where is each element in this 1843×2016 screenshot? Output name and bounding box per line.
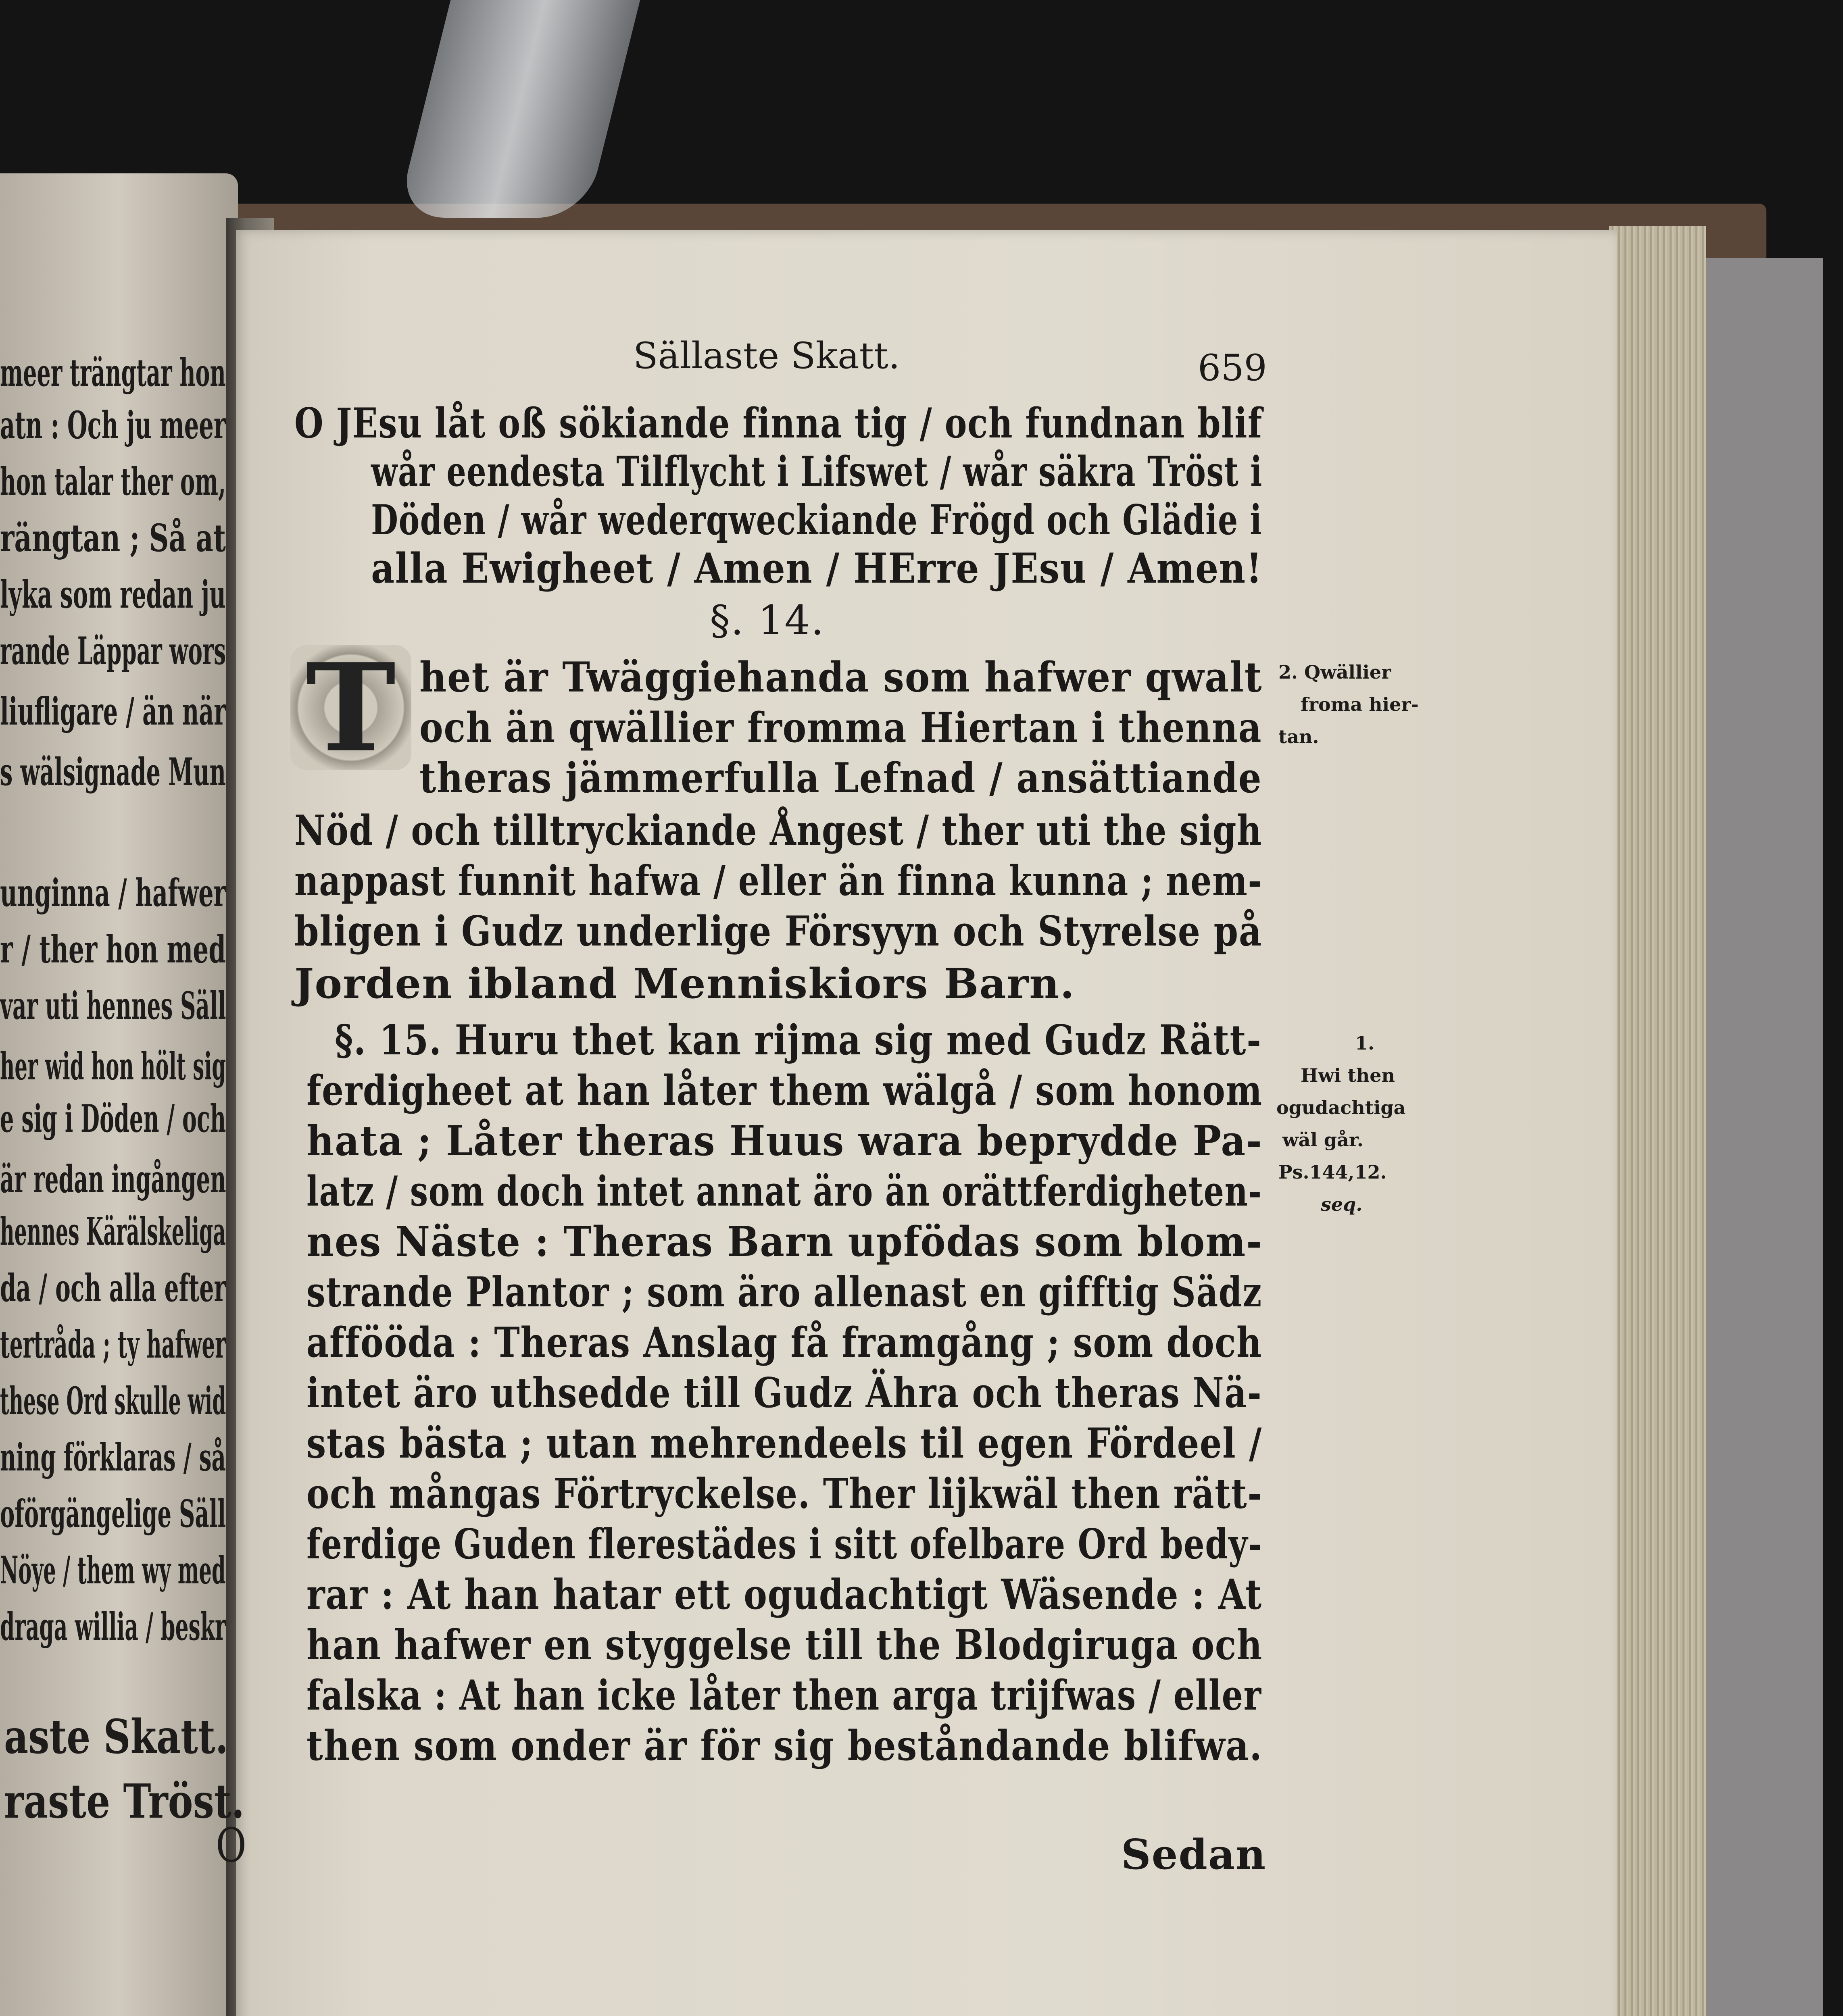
left-footer-line-2: raste Tröst. [4, 1774, 244, 1829]
body-line: rar : At han hatar ett ogudachtigt Wäsende : At [306, 1570, 1262, 1619]
body-line: then som onder är för sig beståndande blifwa. [306, 1722, 1263, 1770]
body-line: theras jämmerfulla Lefnad / ansättiande [419, 754, 1262, 802]
left-page-line: var uti hennes Säll [0, 984, 226, 1028]
body-line: alla Ewigheet / Amen / HErre JEsu / Amen! [371, 544, 1263, 593]
body-line: han hafwer en styggelse till the Blodgiruga och [306, 1621, 1263, 1669]
body-line: och än qwällier fromma Hiertan i thenna [419, 704, 1262, 752]
left-page-line: rängtan ; Så at [0, 516, 226, 560]
body-line: ferdige Guden flerestädes i sitt ofelbare Ord bedy- [306, 1520, 1263, 1568]
running-head: Sällaste Skatt. [633, 335, 900, 377]
left-page-line: unginna / hafwer [0, 871, 226, 915]
left-page-line: her wid hon hölt sig [0, 1044, 226, 1089]
body-line: hata ; Låter theras Huus wara beprydde Pa- [306, 1117, 1263, 1165]
left-page-line: e sig i Döden / och [0, 1097, 226, 1141]
left-page-line: är redan ingången [0, 1157, 226, 1202]
left-page-line: draga willia / beskr [0, 1605, 226, 1649]
body-line: §. 15. Huru thet kan rijma sig med Gudz Rätt- [335, 1016, 1262, 1064]
body-line: wår eendesta Tilflycht i Lifswet / wår säkra Tröst i [371, 448, 1263, 496]
body-line: ferdigheet at han låter them wälgå / som honom [306, 1066, 1263, 1115]
body-line: Nöd / och tilltryckiande Ångest / ther uti the sigh [294, 806, 1262, 855]
marginal-note-1-line-2: froma hier- [1301, 694, 1419, 715]
marginal-note-1-line-3: tan. [1278, 726, 1319, 748]
body-line: nes Näste : Theras Barn upfödas som blom- [306, 1218, 1263, 1266]
marginal-note-2-line-3: ogudachtiga [1276, 1097, 1406, 1118]
marginal-note-1-line-1: 2. Qwällier [1278, 661, 1391, 683]
drop-cap-initial: T [290, 645, 411, 770]
page-clip-top [396, 0, 640, 218]
body-line: strande Plantor ; som äro allenast en gifftig Sädz [306, 1268, 1262, 1316]
marginal-note-2-line-2: Hwi then [1301, 1064, 1395, 1086]
left-page-line: hon talar ther om, [0, 460, 226, 504]
body-line: falska : At han icke låter then arga trijfwas / eller [306, 1671, 1262, 1720]
left-page-line: these Ord skulle wid [0, 1379, 226, 1423]
body-line: nappast funnit hafwa / eller än finna kunna ; nem- [294, 857, 1263, 905]
body-line: het är Twäggiehanda som hafwer qwalt [419, 653, 1263, 702]
left-page-line: meer trängtar hon [0, 351, 226, 395]
body-line: bligen i Gudz underlige Försyyn och Styrelse på [294, 907, 1262, 956]
body-line: stas bästa ; utan mehrendeels til egen Fördeel / [306, 1419, 1262, 1468]
left-page-line: atn : Och ju meer [0, 403, 226, 448]
page-number: 659 [1198, 347, 1267, 389]
marginal-note-2-line-4: wäl går. [1282, 1129, 1363, 1151]
left-page-line: lyka som redan ju [0, 573, 226, 617]
section-heading: §. 14. [710, 597, 825, 644]
left-page-line: liufligare / än när [0, 689, 226, 734]
left-page-line: rande Läppar wors [0, 629, 226, 673]
left-page-line: tertråda ; ty hafwer [0, 1322, 226, 1367]
left-page-line: r / ther hon med [0, 927, 226, 972]
page-edge-stack [1609, 226, 1706, 2016]
left-page-line: s wälsignade Mun [0, 750, 226, 794]
left-stray-mark: O [216, 1818, 247, 1873]
catchword: Sedan [1121, 1831, 1267, 1879]
left-footer-line-1: aste Skatt. [4, 1710, 229, 1764]
body-line: O JEsu låt oß sökiande finna tig / och fundnan blif [294, 399, 1263, 448]
left-page-line: hennes Kärälskeliga [0, 1210, 226, 1254]
left-page-line: ning förklaras / så [0, 1435, 226, 1480]
body-line: och mångas Förtryckelse. Ther lijkwäl then rätt- [306, 1470, 1263, 1518]
left-page-line: da / och alla efter [0, 1266, 226, 1310]
marginal-note-2-line-1: 1. [1355, 1032, 1375, 1054]
body-line: Jorden ibland Menniskiors Barn. [294, 960, 1075, 1008]
body-line: affööda : Theras Anslag få framgång ; som doch [306, 1318, 1262, 1367]
body-line: Döden / wår wederqweckiande Frögd och Glädie i [371, 496, 1263, 544]
body-line: intet äro uthsedde till Gudz Ähra och theras Nä- [306, 1369, 1262, 1417]
marginal-note-2-line-5: Ps.144,12. [1278, 1161, 1387, 1183]
marginal-note-2-line-6: seq. [1321, 1193, 1363, 1215]
body-line: latz / som doch intet annat äro än orättferdigheten- [306, 1167, 1262, 1216]
left-page-line: oförgängelige Säll [0, 1492, 226, 1536]
left-page-line: Nöye / them wy med [0, 1548, 226, 1593]
